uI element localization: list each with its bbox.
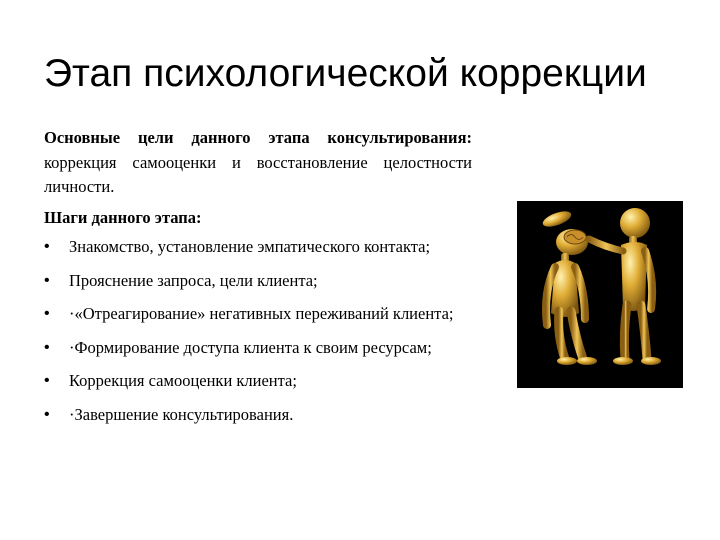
steps-heading: Шаги данного этапа:	[44, 207, 202, 227]
steps-list	[44, 235, 472, 427]
goals-text: коррекция самооценки и восстановление целостности личности.	[44, 152, 472, 196]
list-item	[44, 302, 472, 327]
step-text: ·«Отреагирование» негативных переживаний клиента;	[69, 304, 454, 323]
step-text: Прояснение запроса, цели клиента;	[69, 270, 318, 290]
step-text: Коррекция самооценки клиента;	[69, 371, 297, 390]
goals-label: Основные цели данного этапа консультирования:	[44, 128, 472, 147]
bullet-icon: •	[44, 271, 50, 289]
slide-content	[44, 126, 472, 436]
list-item	[44, 336, 472, 361]
slide-title: Этап психологической коррекции	[44, 52, 647, 95]
list-item	[44, 403, 472, 428]
list-item	[44, 269, 472, 294]
list-item	[44, 369, 472, 394]
bullet-icon: •	[44, 405, 50, 423]
right-figure	[589, 208, 661, 365]
left-figure	[541, 208, 597, 365]
bullet-icon: •	[44, 238, 50, 255]
step-text: ·Формирование доступа клиента к своим ресурсам;	[69, 337, 432, 357]
bullet-icon: •	[44, 372, 50, 389]
goals-paragraph	[44, 126, 472, 200]
step-text: Знакомство, установление эмпатического контакта;	[69, 237, 431, 256]
step-text: ·Завершение консультирования.	[69, 404, 294, 424]
list-item	[44, 235, 472, 260]
golden-figures-icon	[517, 201, 683, 388]
bullet-icon: •	[44, 305, 50, 322]
illustration-image	[517, 201, 683, 388]
bullet-icon: •	[44, 338, 50, 356]
